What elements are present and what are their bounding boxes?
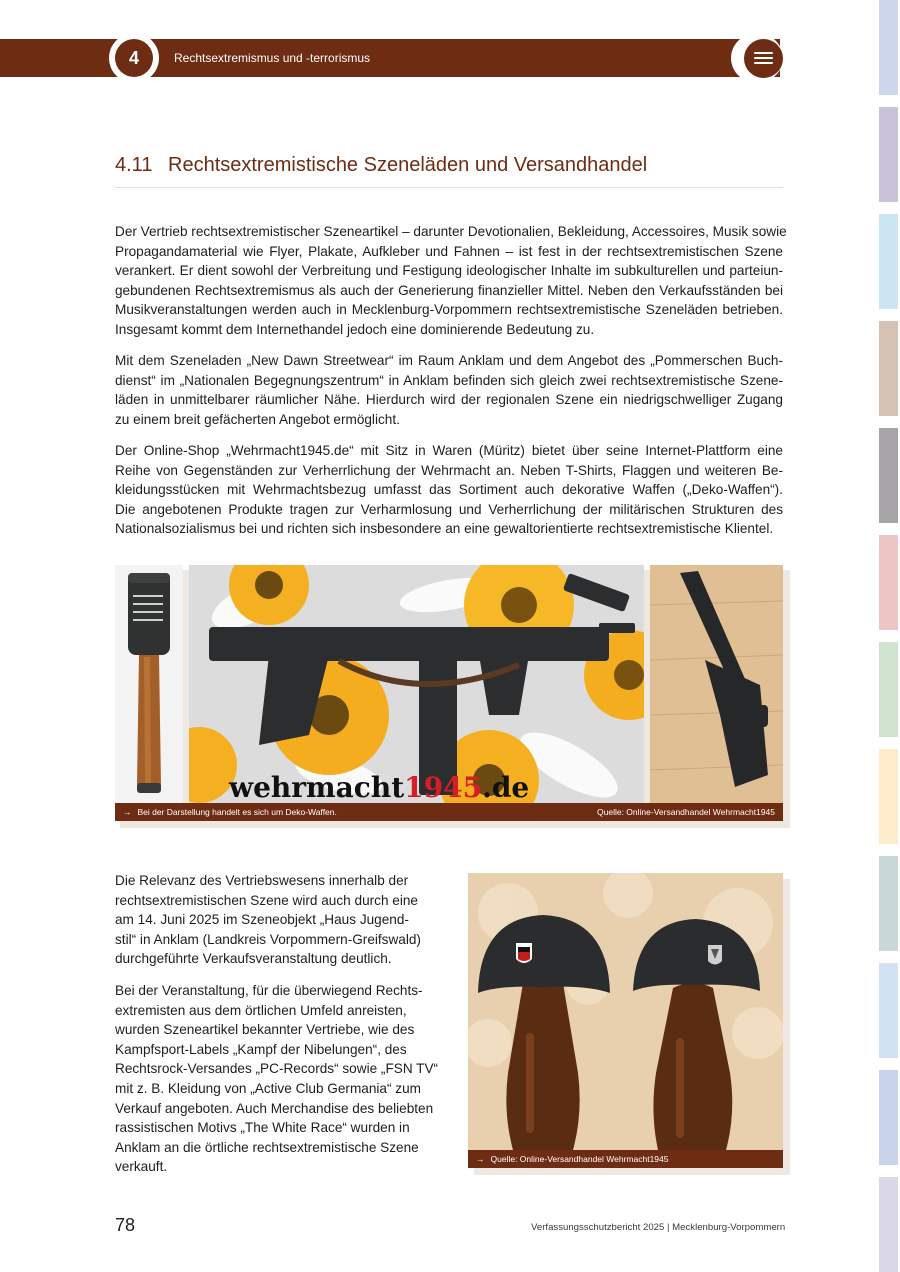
side-tab[interactable] <box>879 0 898 95</box>
text-line: mit z. B. Kleidung von „Active Club Germania“ zum <box>115 1080 421 1096</box>
text-line: Musikveranstaltungen werden auch in Mecklenburg-Vorpommern rechtsextremistische Szeneläden betrieben. <box>115 302 783 318</box>
side-tab[interactable] <box>879 1070 898 1165</box>
paragraph <box>115 871 445 969</box>
side-tab[interactable] <box>879 642 898 737</box>
side-tab[interactable] <box>879 1177 898 1272</box>
text-line: gebundenen Rechtsextremismus als auch der Generierung finanzieller Mittel. Neben den Verkaufsständen bei <box>115 282 783 298</box>
side-tab[interactable] <box>879 749 898 844</box>
text-line: Nationalsozialismus bei und richten sich insbesondere an eine gewaltorientierte rechtsextremistische Klientel. <box>115 521 774 537</box>
arrow-right-icon: → <box>123 807 132 817</box>
figure-caption-bar <box>115 803 783 821</box>
text-line: verkauft. <box>115 1159 168 1175</box>
side-tab[interactable] <box>879 214 898 309</box>
text-line: Rechtsrock-Versandes „PC-Records“ sowie „FSN TV“ <box>115 1061 439 1077</box>
side-tab[interactable] <box>879 535 898 630</box>
text-line: Bei der Veranstaltung, für die überwiegend Rechts- <box>115 983 423 998</box>
text-line: dienst“ im „Nationalen Begegnungszentrum“ in Anklam befinden sich gleich zwei rechtsextremistische Szene- <box>115 372 783 388</box>
menu-button[interactable] <box>744 39 783 78</box>
paragraph <box>115 441 783 539</box>
watermark-part: 1945 <box>404 771 483 803</box>
text-line: Insgesamt kommt dem Internethandel jedoch eine dominierende Bedeutung zu. <box>115 321 595 337</box>
side-tab[interactable] <box>879 856 898 951</box>
text-line: zu einem breit gefächerten Angebot ermöglicht. <box>115 411 400 427</box>
figure-caption-bar <box>468 1150 783 1168</box>
text-line: rechtsextremistischen Szene wird auch durch eine <box>115 892 418 908</box>
text-line: Propagandamaterial wie Flyer, Plakate, Aufkleber und Fahnen – ist fest in der rechtsextremistischen Szene <box>115 243 783 259</box>
helmet-bottles-photo <box>468 873 783 1150</box>
text-line: Verkauf angeboten. Auch Merchandise des beliebten <box>115 1100 434 1116</box>
section-title: Rechtsextremistische Szeneläden und Versandhandel <box>168 154 648 176</box>
text-line: Die Relevanz des Vertriebswesens innerhalb der <box>115 873 409 888</box>
watermark-text <box>228 771 529 803</box>
figure-source: Quelle: Online-Versandhandel Wehrmacht1945 <box>490 1154 669 1164</box>
section-divider <box>115 187 783 188</box>
text-line: durchgeführte Verkaufsveranstaltung deutlich. <box>115 951 392 967</box>
side-tab[interactable] <box>879 107 898 202</box>
figure-source: Quelle: Online-Versandhandel Wehrmacht1945 <box>597 807 775 817</box>
text-line: am 14. Juni 2025 im Szeneobjekt „Haus Jugend- <box>115 912 409 928</box>
text-line: Reihe von Gegenständen zur Verherrlichung der Wehrmacht an. Neben T-Shirts, Flaggen und weiteren Be- <box>115 462 783 478</box>
grenade-photo <box>115 565 183 803</box>
side-tab[interactable] <box>879 428 898 523</box>
text-line: Der Online-Shop „Wehrmacht1945.de“ mit Sitz in Waren (Müritz) bietet über seine Internet-Plattform eine <box>115 443 783 458</box>
text-line: rassistischen Motivs „The White Race“ wurden in <box>115 1120 410 1136</box>
section-number: 4.11 <box>115 154 153 176</box>
page-number: 78 <box>115 1215 136 1235</box>
watermark-part: .de <box>482 771 530 803</box>
text-line: Mit dem Szeneladen „New Dawn Streetwear“ im Raum Anklam und dem Angebot des „Pommerschen Buch- <box>115 353 783 368</box>
text-line: Der Vertrieb rechtsextremistischer Szeneartikel – darunter Devotionalien, Bekleidung, Accessoires, Musik sowie <box>115 224 787 239</box>
chapter-number: 4 <box>128 47 139 68</box>
footer-publication: Verfassungsschutzbericht 2025 | Mecklenburg-Vorpommern <box>531 1222 786 1233</box>
text-line: wurden Szeneartikel bekannter Vertriebe, wie des <box>115 1022 415 1038</box>
text-line: läden in unmittelbarer räumlicher Nähe. Hierdurch wird der regionalen Szene ein niedrigschwelliger Zugang <box>115 392 783 408</box>
figure-caption: Bei der Darstellung handelt es sich um Deko-Waffen. <box>137 807 337 817</box>
text-line: Kampfsport-Labels „Kampf der Nibelungen“, des <box>115 1041 407 1057</box>
chapter-number-badge <box>115 39 153 77</box>
text-line: kleidungsstücken mit Wehrmachtsbezug umfasst das Sortiment auch dekorative Waffen („Deko-Waffen“). <box>115 482 783 498</box>
arrow-right-icon: → <box>476 1154 485 1164</box>
watermark-part: wehrmacht <box>229 771 405 803</box>
pistol-photo <box>650 565 783 803</box>
text-line: verankert. Er dient sowohl der Verbreitung und Festigung ideologischer Inhalte im subkulturellen und parteiun- <box>115 263 783 279</box>
side-tab[interactable] <box>879 963 898 1058</box>
text-line: Anklam an die örtliche rechtsextremistische Szene <box>115 1139 419 1155</box>
chapter-title: Rechtsextremismus und -terrorismus <box>174 51 371 65</box>
paragraph <box>115 981 445 1177</box>
paragraph <box>115 351 783 429</box>
text-line: stil“ in Anklam (Landkreis Vorpommern-Greifswald) <box>115 931 421 947</box>
side-tab[interactable] <box>879 321 898 416</box>
text-line: Die angebotenen Produkte tragen zur Verharmlosung und Verherrlichung der militärischen Strukturen des <box>115 501 783 517</box>
submachine-gun-photo <box>189 565 644 803</box>
text-line: extremisten aus dem örtlichen Umfeld anreisten, <box>115 1002 407 1018</box>
paragraph <box>115 222 787 340</box>
